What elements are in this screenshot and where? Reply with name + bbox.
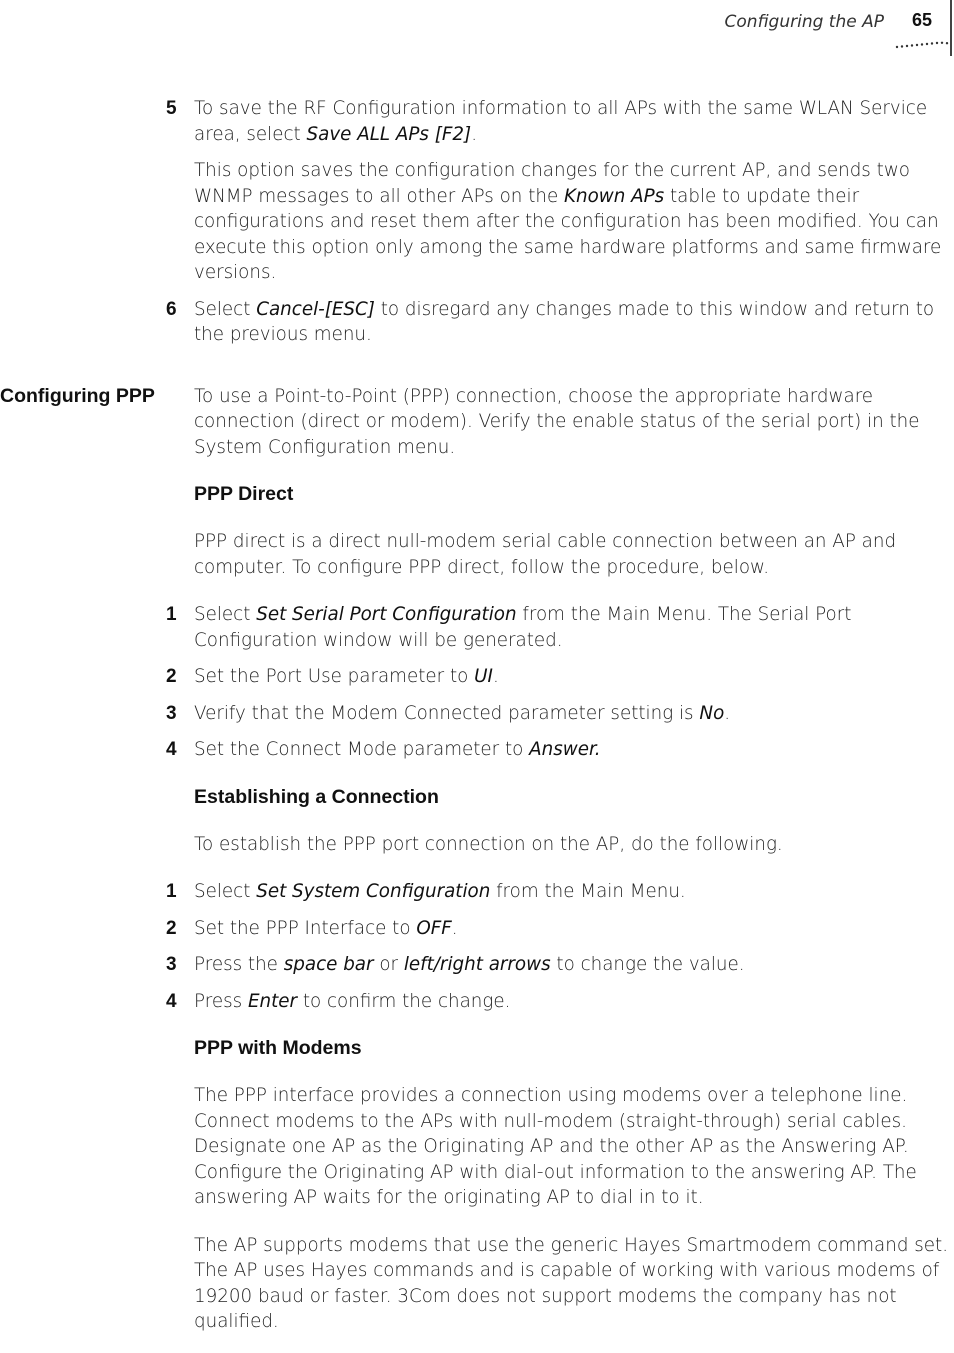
establishing-body: To establish the PPP port connection on the AP, do the following. <box>194 833 783 855</box>
step-text <box>194 737 954 763</box>
step <box>166 602 954 653</box>
step <box>166 879 954 905</box>
step-save-all <box>166 96 954 147</box>
step-number: 3 <box>166 954 177 975</box>
step-text-part: . <box>471 123 477 145</box>
step-text <box>194 916 954 942</box>
ui-term: Save ALL APs [F2] <box>306 123 472 145</box>
subhead-ppp-direct: PPP Direct <box>194 483 294 505</box>
step-number: 1 <box>166 881 177 902</box>
step-text <box>194 297 954 348</box>
ui-term: No <box>699 702 725 724</box>
step-text <box>194 989 954 1015</box>
step-text <box>194 879 954 905</box>
ui-term: space bar <box>283 954 374 975</box>
modems-para-1: The PPP interface provides a connection using modems over a telephone line. Connect modems to the APs with null-modem (straight-through) serial cables. Designate one AP as the Originating AP and the other AP as the Answering AP. Configure the Originating AP with dial-out information to the answering AP. The answering AP waits for the originating AP to dial in to it. <box>194 1085 917 1208</box>
step-text-part: . <box>492 666 499 687</box>
ui-term: Enter <box>247 990 298 1012</box>
ppp-direct-body: PPP direct is a direct null-modem serial cable connection between an AP and computer. To configure PPP direct, follow the procedure, below. <box>194 531 897 578</box>
step-text-part: . <box>451 917 458 939</box>
ui-term: OFF <box>416 917 452 939</box>
step <box>166 664 954 690</box>
step-text <box>194 701 954 727</box>
step-text-part: from the Main Menu. The Serial Port Configuration window will be generated. <box>194 604 852 651</box>
modems-para-2: The AP supports modems that use the generic Hayes Smartmodem command set. The AP uses Hayes commands and is capable of working with various modems of 19200 baud or faster. 3Com does not support modems the company has not qualified. <box>194 1234 949 1332</box>
ui-term: Set System Configuration <box>256 881 491 902</box>
step-number: 1 <box>166 604 177 625</box>
ui-term: Set Serial Port Configuration <box>256 604 517 625</box>
save-all-note <box>194 158 954 286</box>
step-text <box>194 96 954 147</box>
step <box>166 952 954 978</box>
step-text-part: Select <box>194 604 257 625</box>
ui-term: Answer. <box>529 739 601 760</box>
step-number: 2 <box>166 666 177 687</box>
header-title: Configuring the AP <box>724 12 884 32</box>
subhead-establishing-connection: Establishing a Connection <box>194 785 439 808</box>
step-text <box>194 602 954 653</box>
step <box>166 701 954 727</box>
step-text-part: or <box>373 954 404 975</box>
step-text-part: from the Main Menu. <box>490 881 686 902</box>
page-number: 65 <box>912 10 933 30</box>
step-cancel <box>166 297 954 348</box>
step-text-part: Select <box>194 298 257 320</box>
note-text-part: This option saves the configuration changes for the current AP, and sends two WNMP messages to all other APs on the <box>194 160 910 207</box>
ui-term: Cancel-[ESC] <box>256 298 375 320</box>
step-text-part: Set the Connect Mode parameter to <box>194 739 530 760</box>
step <box>166 737 954 763</box>
step-number: 6 <box>166 298 177 320</box>
step-text <box>194 664 954 690</box>
subhead-ppp-with-modems: PPP with Modems <box>194 1037 362 1059</box>
step-text <box>194 952 954 978</box>
step-text-part: Press the <box>194 954 284 975</box>
step-text-part: to change the value. <box>550 954 745 975</box>
step-text-part: Press <box>194 990 248 1012</box>
note-text-part: table to update their configurations and reset them after the configuration has been modified. You can execute this option only among the same hardware platforms and same firmware versions. <box>194 185 942 283</box>
page-content <box>0 96 954 1346</box>
ui-term: UI <box>474 666 493 687</box>
step-number: 4 <box>166 739 177 760</box>
step-text-part: . <box>724 702 731 724</box>
ui-term: Known APs <box>564 185 665 207</box>
step-text-part: Select <box>194 881 257 902</box>
step <box>166 916 954 942</box>
section-intro: To use a Point-to-Point (PPP) connection, choose the appropriate hardware connection (direct or modem). Verify the enable status of the serial port) in the System Configuration menu. <box>194 385 920 458</box>
header-dots-ornament <box>895 36 951 50</box>
step-number: 2 <box>166 917 177 939</box>
step-text-part: Set the Port Use parameter to <box>194 666 475 687</box>
step <box>166 989 954 1015</box>
step-text-part: Set the PPP Interface to <box>194 917 417 939</box>
section-configuring-ppp <box>0 384 954 1335</box>
step-number: 5 <box>166 98 177 119</box>
step-number: 4 <box>166 990 177 1012</box>
step-text-part: to disregard any changes made to this window and return to the previous menu. <box>194 298 935 345</box>
step-number: 3 <box>166 702 177 724</box>
ui-term: left/right arrows <box>403 954 551 975</box>
section-title: Configuring PPP <box>0 384 155 407</box>
step-text-part: Verify that the Modem Connected parameter setting is <box>194 702 700 724</box>
step-text-part: To save the RF Configuration information to all APs with the same WLAN Service area, select <box>194 98 928 145</box>
step-text-part: to confirm the change. <box>297 990 511 1012</box>
